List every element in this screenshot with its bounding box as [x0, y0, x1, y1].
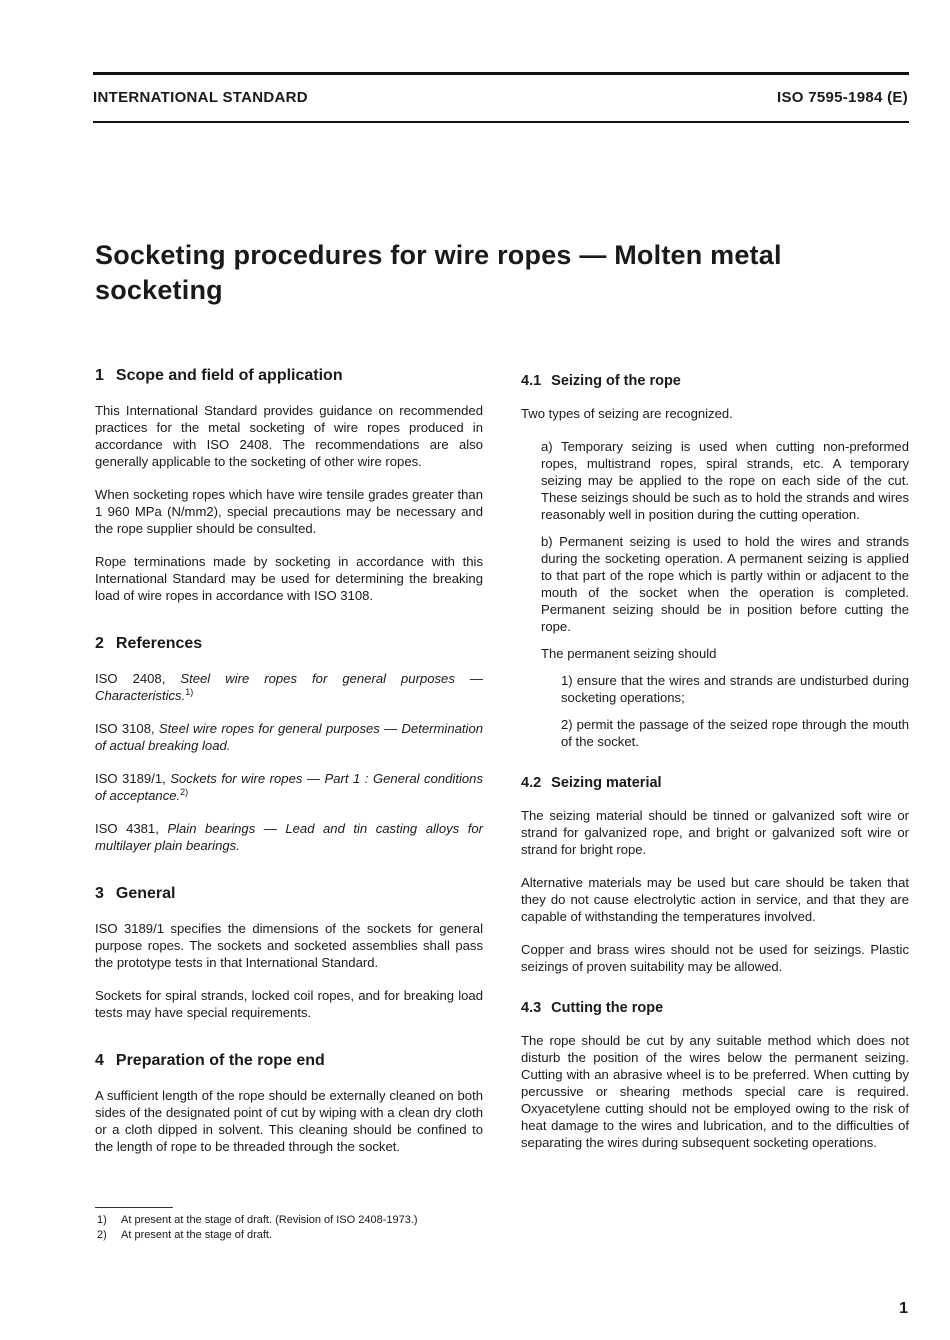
- paragraph: Rope terminations made by socketing in accordance with this International Standard may be used for determining the breaking load of wire ropes in accordance with ISO 3108.: [95, 554, 483, 603]
- footnote: 1) At present at the stage of draft. (Revision of ISO 2408-1973.): [97, 1214, 418, 1226]
- standard-number: ISO 7595-1984 (E): [776, 89, 908, 106]
- paragraph: A sufficient length of the rope should be externally cleaned on both sides of the designated point of cut by wiping with a clean dry cloth or a cloth dipped in solvent. This cleaning should be confined to the length of rope to be threaded through the socket.: [95, 1088, 483, 1154]
- page-number: 1: [899, 1300, 908, 1317]
- section-4-1-heading: 4.1 Seizing of the rope: [521, 373, 681, 389]
- paragraph: When socketing ropes which have wire tensile grades greater than 1 960 MPa (N/mm2), special precautions may be necessary and the rope supplier should be consulted.: [95, 487, 483, 536]
- paragraph: Alternative materials may be used but care should be taken that they do not cause electrolytic action in service, and that they are capable of withstanding the temperatures involved.: [521, 875, 909, 924]
- reference-item: ISO 2408, Steel wire ropes for general purposes — Characteristics.$^{1)}$: [95, 671, 483, 703]
- paragraph: ISO 3189/1 specifies the dimensions of the sockets for general purpose ropes. The sockets and socketed assemblies shall pass the prototype tests in that International Standard.: [95, 921, 483, 970]
- footnotes: [97, 1213, 418, 1243]
- left-column: [95, 366, 483, 1171]
- document-title: Socketing procedures for wire ropes — Molten metal socketing: [95, 240, 782, 305]
- section-3-heading: 3 General: [95, 885, 176, 902]
- permanent-seizing-list: [521, 672, 909, 750]
- list-item: b) Permanent seizing is used to hold the wires and strands during the socketing operation. A permanent seizing is applied to that part of the rope which is partly within or adjacent to the mouth of the socket when the operation is completed. Permanent seizing should be in position before cutting the rope.: [541, 534, 909, 634]
- section-4-heading: 4 Preparation of the rope end: [95, 1052, 325, 1069]
- footnote: 2) At present at the stage of draft.: [97, 1229, 273, 1241]
- list-item: 1) ensure that the wires and strands are undisturbed during socketing operations;: [561, 673, 909, 705]
- reference-item: ISO 4381, Plain bearings — Lead and tin casting alloys for multilayer plain bearings.: [95, 821, 483, 853]
- paragraph: Two types of seizing are recognized.: [521, 406, 733, 421]
- reference-item: ISO 3189/1, Sockets for wire ropes — Part 1 : General conditions of acceptance.$^{2)}$: [95, 771, 483, 803]
- paragraph: Copper and brass wires should not be used for seizings. Plastic seizings of proven suitability may be allowed.: [521, 942, 909, 974]
- section-1-heading: 1 Scope and field of application: [95, 367, 343, 384]
- paragraph: Sockets for spiral strands, locked coil ropes, and for breaking load tests may have special requirements.: [95, 988, 483, 1020]
- paragraph: The rope should be cut by any suitable method which does not disturb the position of the wires below the permanent seizing. Cutting with an abrasive wheel is to be preferred. When cutting by percussive or shearing methods special care is required. Oxyacetylene cutting should not be employed owing to the risk of heat damage to the wires and lubrication, and to the difficulties of separating the wires during subsequent socketing operations.: [521, 1033, 909, 1150]
- seizing-types-list: [521, 438, 909, 662]
- document-type: INTERNATIONAL STANDARD: [93, 89, 308, 106]
- reference-item: ISO 3108, Steel wire ropes for general purposes — Determination of actual breaking load.: [95, 721, 484, 753]
- header-top-rule: [93, 72, 909, 75]
- right-column: [521, 366, 909, 1167]
- paragraph: This International Standard provides guidance on recommended practices for the metal socketing of wire ropes produced in accordance with ISO 2408. The recommendations are also generally applicable to the socketing of other wire ropes.: [95, 403, 483, 469]
- list-item: a) Temporary seizing is used when cutting non-preformed ropes, multistrand ropes, spiral strands, etc. A temporary seizing may be applied to the rope on each side of the cut. These seizings should be such as to hold the strands and wires reasonably well in position during the cutting operation.: [541, 439, 909, 522]
- section-4-3-heading: 4.3 Cutting the rope: [521, 1000, 664, 1016]
- paragraph: The seizing material should be tinned or galvanized soft wire or strand for galvanized rope, and bright or galvanized soft wire or strand for bright rope.: [521, 808, 909, 857]
- header-bottom-rule: [93, 121, 909, 123]
- section-2-heading: 2 References: [95, 635, 203, 652]
- footnote-rule: [95, 1207, 173, 1208]
- list-intro: The permanent seizing should: [541, 646, 717, 661]
- list-item: 2) permit the passage of the seized rope through the mouth of the socket.: [561, 717, 909, 749]
- section-4-2-heading: 4.2 Seizing material: [521, 775, 662, 791]
